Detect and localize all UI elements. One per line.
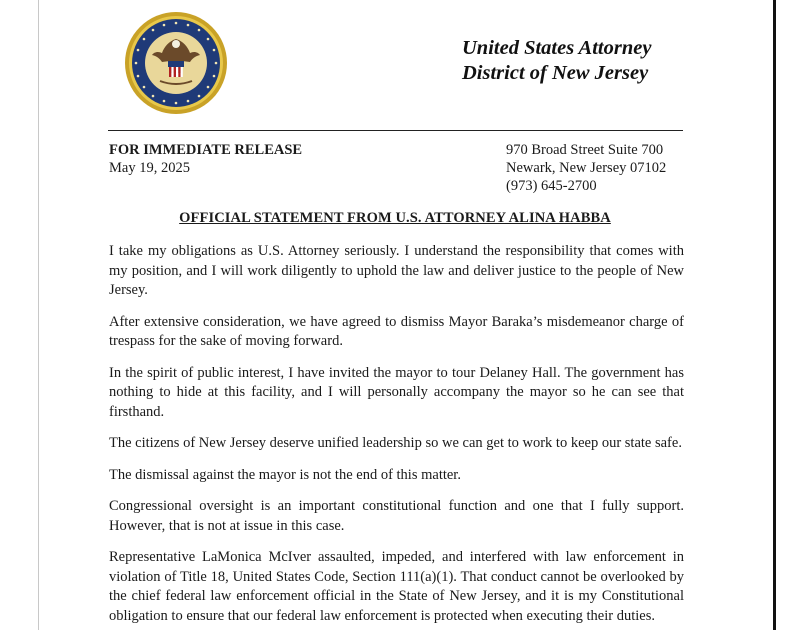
address-street: 970 Broad Street Suite 700 [506, 142, 664, 158]
paragraph: Congressional oversight is an important constitutional function and one that I fully support. However, that is not at issue in this case. [109, 498, 684, 534]
office-title [462, 36, 651, 86]
release-block [109, 141, 302, 177]
paragraph: Representative LaMonica McIver assaulted, impeded, and interfered with law enforcement in violation of Title 18, United States Code, Section 111(a)(1). That conduct cannot be overlooked by the chief federal law enforcement official in the State of New Jersey, and it is my Constitutional obligation to ensure that our federal law enforcement is protected when executing their duties. [109, 549, 684, 624]
office-title-line2: District of New Jersey [462, 62, 649, 84]
statement-headline: OFFICIAL STATEMENT FROM U.S. ATTORNEY ALINA HABBA [179, 210, 611, 226]
release-date: May 19, 2025 [109, 160, 190, 176]
page-right-edge [773, 0, 776, 630]
office-title-line1: United States Attorney [462, 37, 652, 59]
page-left-edge [38, 0, 39, 630]
address-city: Newark, New Jersey 07102 [506, 160, 667, 176]
paragraph: In the spirit of public interest, I have invited the mayor to tour Delaney Hall. The government has nothing to hide at this facility, and I will personally accompany the mayor so he can see that firsthand. [109, 364, 684, 420]
paragraph: After extensive consideration, we have agreed to dismiss Mayor Baraka’s misdemeanor charge of trespass for the sake of moving forward. [109, 313, 684, 349]
header-divider [108, 130, 683, 131]
statement-body [109, 242, 684, 630]
release-label: FOR IMMEDIATE RELEASE [109, 142, 303, 158]
address-phone: (973) 645-2700 [506, 178, 597, 194]
paragraph: The citizens of New Jersey deserve unified leadership so we can get to work to keep our state safe. [109, 435, 682, 451]
address-block [506, 141, 666, 195]
doj-seal-icon [124, 11, 228, 115]
paragraph: I take my obligations as U.S. Attorney seriously. I understand the responsibility that comes with my position, and I will work diligently to uphold the law and deliver justice to the people of New Jersey. [109, 243, 684, 298]
paragraph: The dismissal against the mayor is not the end of this matter. [109, 466, 461, 483]
